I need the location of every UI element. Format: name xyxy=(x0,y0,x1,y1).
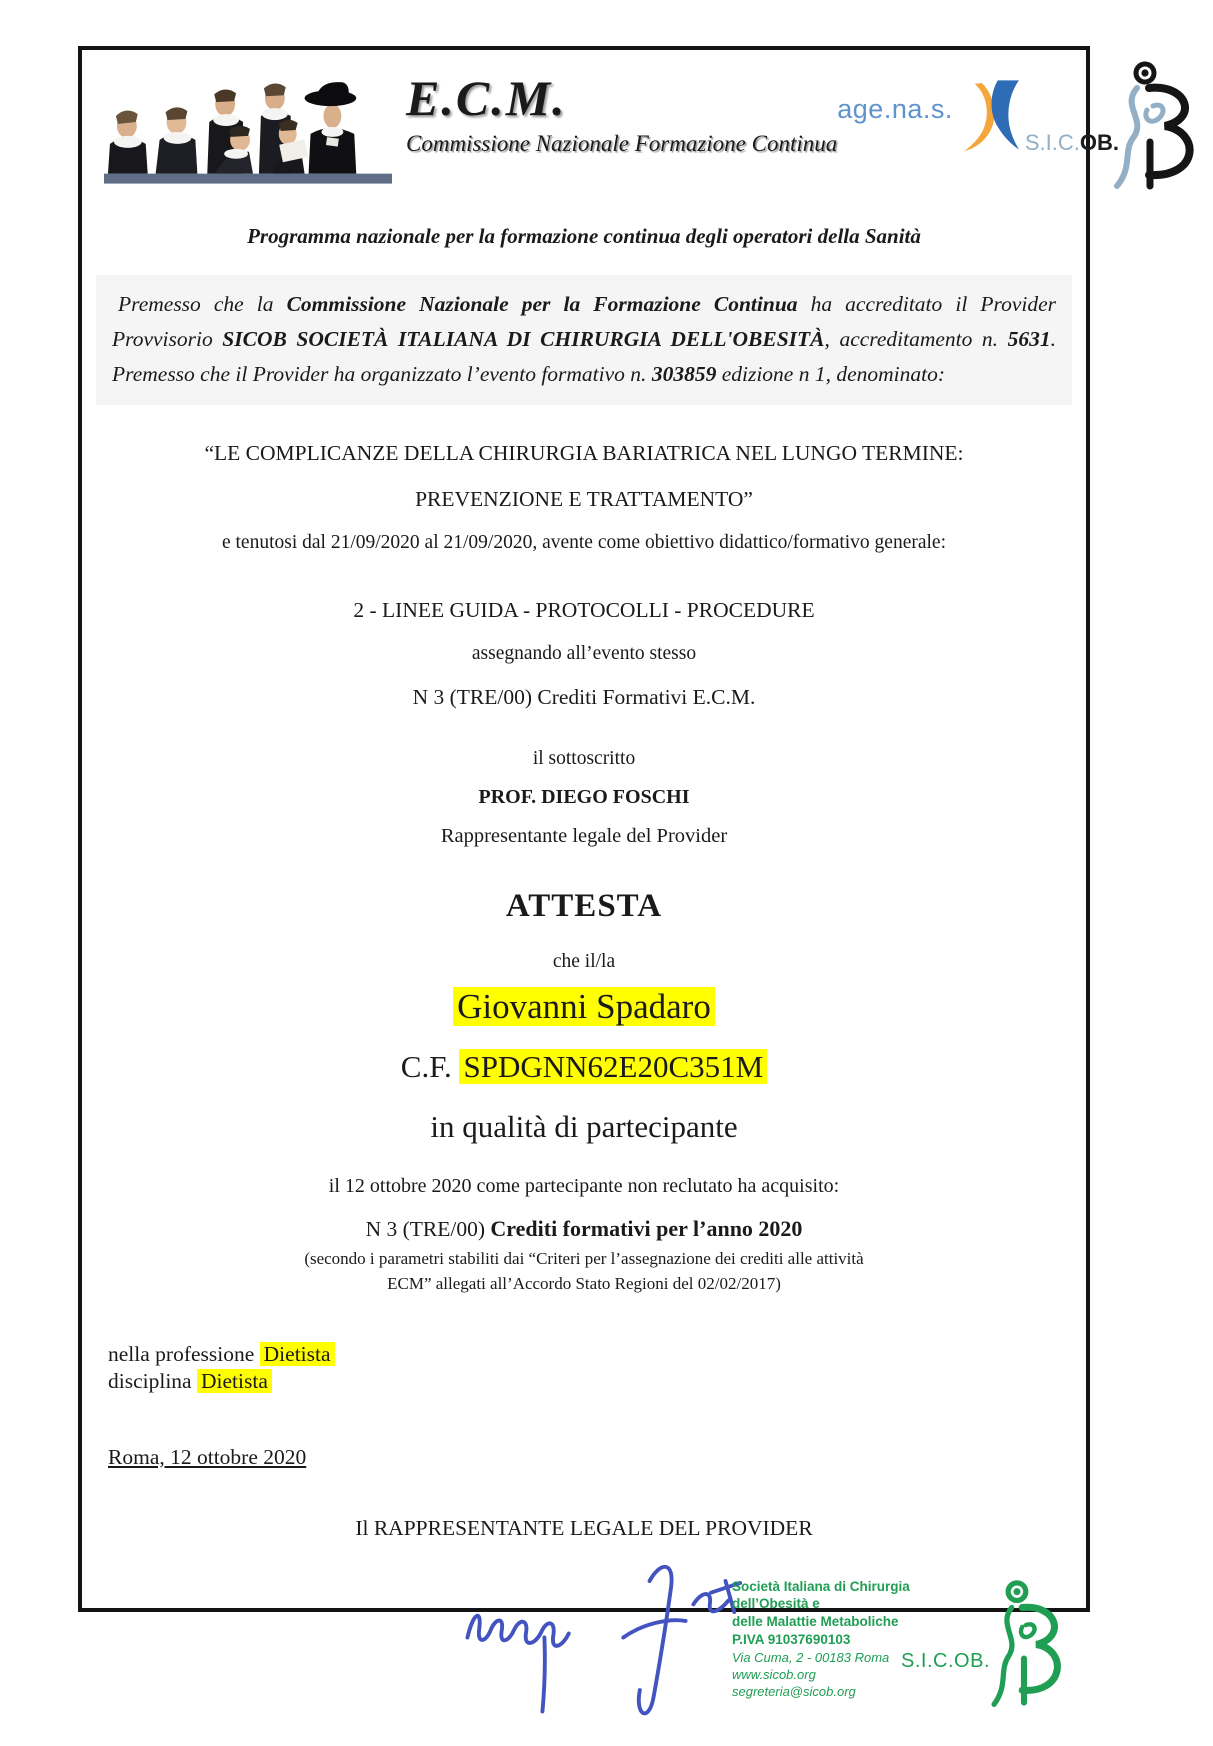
attesta-heading: ATTESTA xyxy=(505,887,663,924)
quality-line: in qualità di partecipante xyxy=(430,1108,738,1144)
document-border xyxy=(78,46,1119,1700)
sicob-wordmark: S.I.C.OB. xyxy=(1024,130,1119,155)
profession-block xyxy=(108,1341,1074,1395)
stamp-line: Via Cuma, 2 - 00183 Roma xyxy=(732,1649,890,1665)
agenas-swoosh-icon xyxy=(957,78,1019,158)
signer-name: PROF. DIEGO FOSCHI xyxy=(478,785,690,808)
discipline-line: disciplina Dietista xyxy=(108,1368,1074,1395)
premise-paragraph: Premesso che la Commissione Nazionale per la Formazione Continua ha accreditato il Provider Provvisorio SICOB SOCIETÀ ITALIANA DI CHIRURGIA DELL'OBESITÀ, accreditamento n. 5631. Premesso che il Provider ha organizzato l’evento formativo n. 303859 edizione n 1, denominato: xyxy=(96,275,1072,405)
sicob-logo-icon xyxy=(1087,58,1205,190)
stamp-address-block xyxy=(732,1578,980,1701)
anatomy-lesson-painting-image xyxy=(104,64,392,184)
che-il-la-line: che il/la xyxy=(552,950,616,972)
cf-label: C.F. xyxy=(400,1048,460,1084)
footer xyxy=(94,1516,1074,1746)
acquisition-line: il 12 ottobre 2020 come partecipante non reclutato ha acquisito: xyxy=(328,1174,840,1197)
header xyxy=(94,58,1119,196)
signer-role: Rappresentante legale del Provider xyxy=(440,824,728,847)
signature-handwriting-image xyxy=(446,1544,746,1729)
event-title: “LE COMPLICANZE DELLA CHIRURGIA BARIATRICA NEL LUNGO TERMINE: PREVENZIONE E TRATTAMENTO” xyxy=(204,441,964,511)
ecm-wordmark-block xyxy=(392,58,837,157)
sicob-logo xyxy=(1025,58,1213,190)
agenas-wordmark: age.na.s. xyxy=(837,94,953,124)
place-date: Roma, 12 ottobre 2020 xyxy=(108,1444,307,1469)
event-dates: e tenutosi dal 21/09/2020 al 21/09/2020, avente come obiettivo didattico/formativo generale: xyxy=(221,531,947,553)
stamp-line: P.IVA 91037690103 xyxy=(732,1631,851,1647)
participant-name: Giovanni Spadaro xyxy=(453,987,715,1026)
stamp-line: Società Italiana di Chirurgia dell’Obesità e xyxy=(732,1578,910,1612)
cf-line xyxy=(94,1049,1074,1085)
objective-line: 2 - LINEE GUIDA - PROTOCOLLI - PROCEDURE xyxy=(353,597,815,622)
stamp-line: delle Malattie Metaboliche xyxy=(732,1614,899,1630)
credits-note: (secondo i parametri stabiliti dai “Criteri per l’assegnazione dei crediti alle attività ECM” allegati all’Accordo Stato Regioni del 02/02/2017) xyxy=(304,1248,864,1294)
ecm-title: E.C.M. xyxy=(406,70,567,126)
credits-line: N 3 (TRE/00) Crediti Formativi E.C.M. xyxy=(412,684,756,709)
ecm-subtitle: Commissione Nazionale Formazione Continua xyxy=(406,130,838,156)
subscriber-line: il sottoscritto xyxy=(532,747,636,769)
discipline-value: Dietista xyxy=(197,1369,272,1393)
sicob-stamp xyxy=(732,1578,1068,1728)
stamp-line: www.sicob.org xyxy=(732,1666,816,1682)
participant-name-line xyxy=(94,987,1074,1027)
assigning-line: assegnando all’evento stesso xyxy=(471,642,697,664)
stamp-line: segreteria@sicob.org xyxy=(732,1684,856,1700)
legal-rep-title: Il RAPPRESENTANTE LEGALE DEL PROVIDER xyxy=(355,1515,813,1540)
profession-line: nella professione Dietista xyxy=(108,1341,1074,1368)
program-title: Programma nazionale per la formazione continua degli operatori della Sanità xyxy=(247,224,921,248)
profession-value: Dietista xyxy=(260,1342,335,1366)
credits-year-line: N 3 (TRE/00) Crediti formativi per l’anno 2020 xyxy=(365,1215,803,1241)
stamp-sicob-wordmark: S.I.C.OB. xyxy=(901,1649,990,1672)
cf-value: SPDGNN62E20C351M xyxy=(459,1049,767,1084)
sicob-stamp-icon xyxy=(980,1572,1068,1724)
agenas-logo xyxy=(837,78,1019,158)
